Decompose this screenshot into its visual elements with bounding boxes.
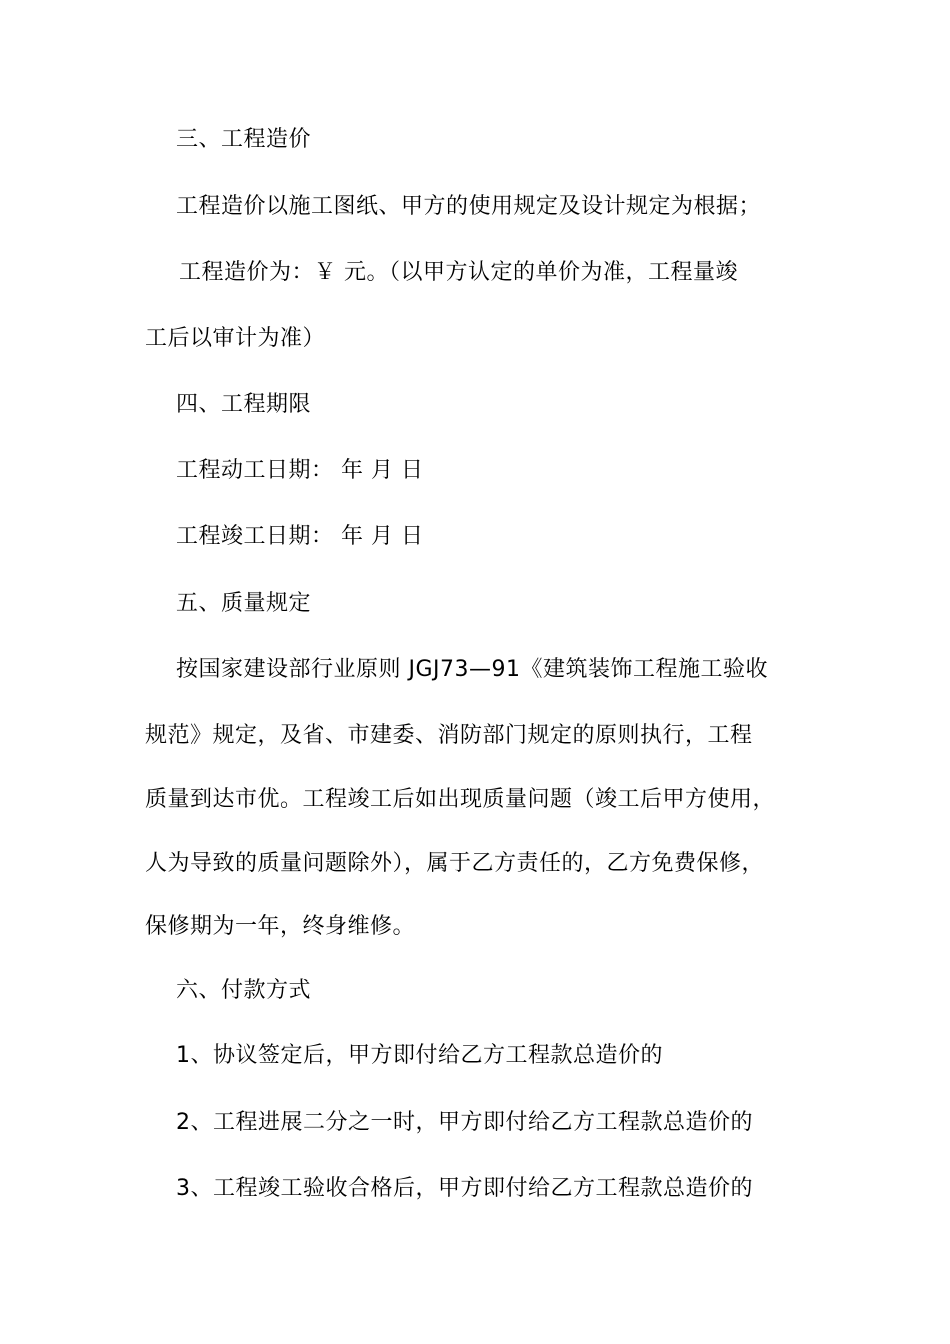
payment-item: 2、工程进展二分之一时，甲方即付给乙方工程款总造价的 xyxy=(176,1110,753,1135)
paragraph-line: 工程造价以施工图纸、甲方的使用规定及设计规定为根据； xyxy=(176,194,762,219)
paragraph-line: 按国家建设部行业原则 JGJ73—91《建筑装饰工程施工验收 xyxy=(176,657,769,682)
paragraph-line: 工后以审计为准） xyxy=(145,326,326,351)
paragraph-line: 质量到达市优。工程竣工后如出现质量问题（竣工后甲方使用， xyxy=(145,787,776,812)
section-heading-quality: 五、质量规定 xyxy=(176,591,312,616)
start-date-line: 工程动工日期： 年 月 日 xyxy=(176,458,424,483)
paragraph-line: 保修期为一年，终身维修。 xyxy=(145,914,416,939)
completion-date-line: 工程竣工日期： 年 月 日 xyxy=(176,524,424,549)
section-heading-payment: 六、付款方式 xyxy=(176,978,312,1003)
paragraph-line: 规范》规定，及省、市建委、消防部门规定的原则执行，工程 xyxy=(145,723,753,748)
payment-item: 1、协议签定后，甲方即付给乙方工程款总造价的 xyxy=(176,1043,663,1068)
paragraph-line: 工程造价为：￥ 元。（以甲方认定的单价为准，工程量竣 xyxy=(179,260,738,285)
payment-item: 3、工程竣工验收合格后，甲方即付给乙方工程款总造价的 xyxy=(176,1176,753,1201)
section-heading-cost: 三、工程造价 xyxy=(176,127,312,152)
paragraph-line: 人为导致的质量问题除外），属于乙方责任的，乙方免费保修， xyxy=(145,851,765,876)
section-heading-period: 四、工程期限 xyxy=(176,392,312,417)
